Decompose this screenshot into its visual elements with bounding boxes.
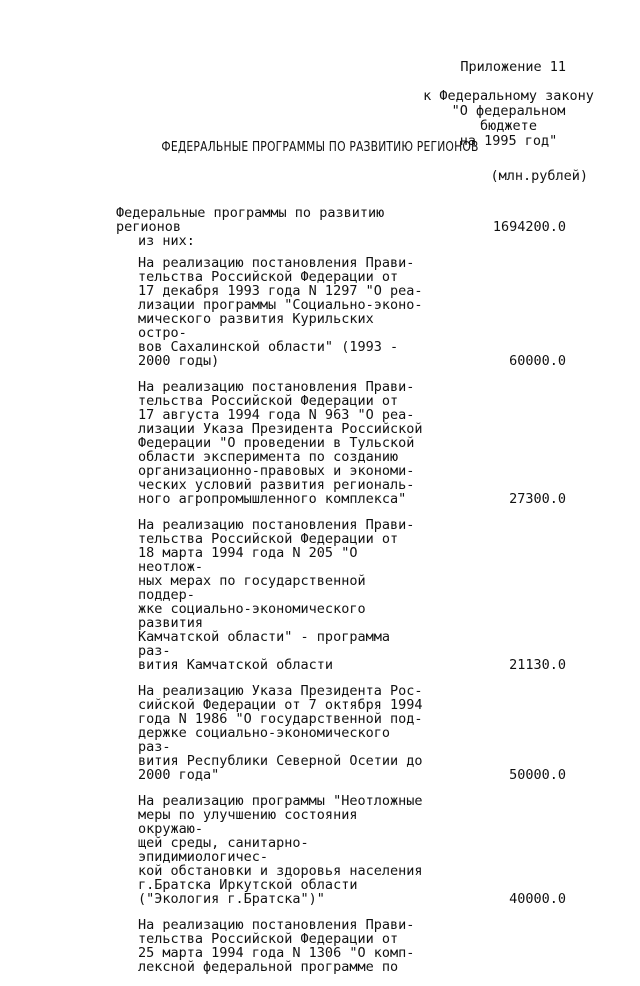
unit-label: (млн.рублей)	[490, 168, 588, 184]
program-entry-text: На реализацию программы "Неотложные меры по улучшению состояния окружаю- щей среды, санитарно-эпидимиологичес- кой обстановки и здоровья населения г.Братска Иркутской области ("Экология г.Братска")"	[138, 793, 423, 907]
program-entry-value: 50000.0	[509, 767, 566, 783]
total-row	[116, 206, 566, 248]
total-sub-label: из них:	[138, 233, 195, 249]
document-title: ФЕДЕРАЛЬНЫЕ ПРОГРАММЫ ПО РАЗВИТИЮ РЕГИОНОВ	[161, 140, 479, 155]
program-entry-text: На реализацию постановления Прави- тельства Российской Федерации от 17 августа 1994 года N 963 "О реа- лизации Указа Президента Российской Федерации "О проведении в Тульской области эксперимента по созданию организационно-правовых и экономи- ческих условий развития региональ- ного агропромышленного комплекса"	[138, 379, 423, 507]
program-entry	[138, 794, 566, 906]
total-label: Федеральные программы по развитию регионов	[116, 205, 385, 235]
program-entry-value: 40000.0	[509, 891, 566, 907]
program-entries	[138, 256, 566, 986]
program-entry-value: 60000.0	[509, 353, 566, 369]
program-entry-text: На реализацию постановления Прави- тельства Российской Федерации от 18 марта 1994 года N 205 "О неотлож- ных мерах по государственной поддер- жке социально-экономического развития Камчатской области" - программа раз- вития Камчатской области	[138, 517, 415, 673]
program-entry-value: 27300.0	[509, 491, 566, 507]
total-value: 1694200.0	[492, 219, 566, 235]
program-entry	[138, 256, 566, 368]
appendix-header	[421, 60, 596, 149]
law-reference-line-3: на 1995 год"	[459, 133, 558, 149]
program-entry-text: На реализацию постановления Прави- тельства Российской Федерации от 17 декабря 1993 года N 1297 "О реа- лизации программы "Социально-эконо- мического развития Курильских остро- вов Сахалинской области" (1993 - 2000 годы)	[138, 255, 423, 369]
program-entry-text: На реализацию Указа Президента Рос- сийской Федерации от 7 октября 1994 года N 1986 "О государственной под- держке социально-экономического раз- вития Республики Северной Осетии до 2000 года"	[138, 683, 423, 783]
program-entry	[138, 918, 566, 974]
program-entry	[138, 380, 566, 506]
program-entry	[138, 518, 566, 672]
appendix-number: Приложение 11	[460, 59, 566, 75]
program-entry-text: На реализацию постановления Прави- тельства Российской Федерации от 25 марта 1994 года N 1306 "О комп- лексной федеральной программе по	[138, 917, 415, 975]
program-entry-value: 21130.0	[509, 657, 566, 673]
program-entry	[138, 684, 566, 782]
law-reference-line-2: "О федеральном бюджете	[451, 103, 566, 134]
law-reference-line-1: к Федеральному закону	[423, 88, 594, 104]
